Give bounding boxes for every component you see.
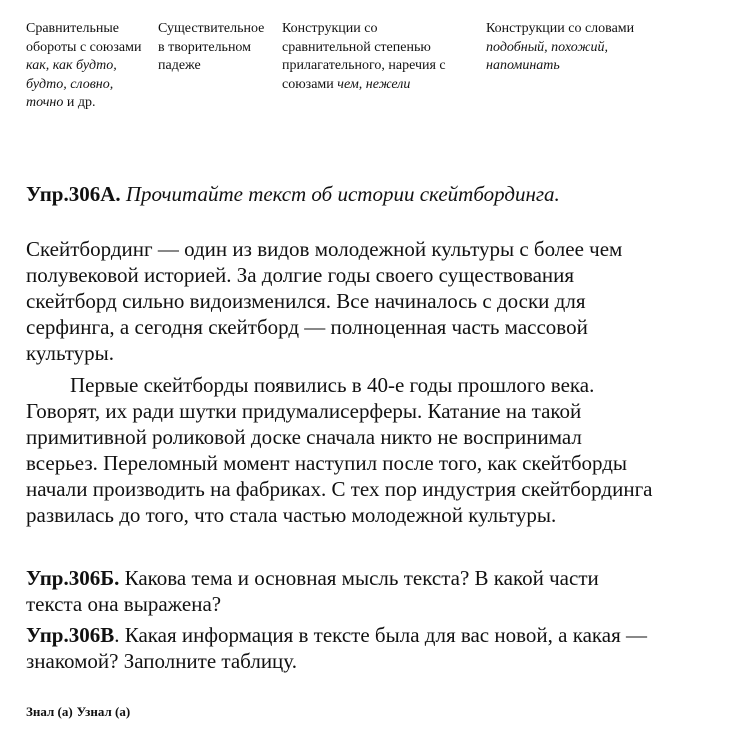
table-col-similarity-words [486, 20, 666, 76]
p1-line: серфинга, а сегодня скейтборд — полноценная часть массовой [26, 315, 588, 339]
col4-line4: напоминать [486, 58, 560, 73]
p2-line: примитивной роликовой доске сначала никто не воспринимал [26, 425, 582, 449]
col1-line5-italic: точно [26, 95, 64, 110]
col4-line2: со словами [568, 21, 635, 36]
col3-line4-plain: союзами [282, 76, 338, 92]
knowledge-table-header [26, 704, 130, 720]
exercise-306v-text1: . Какая информация в тексте была для вас новой, а какая — [114, 623, 648, 647]
exercise-306v [26, 622, 736, 674]
exercise-306b-line2: текста она выражена? [26, 592, 222, 616]
p2-line-first-text: Первые скейтборды появились в 40-е годы прошлого века. [70, 373, 595, 397]
text-paragraph-1 [26, 236, 736, 366]
p2-line [26, 372, 736, 398]
col3-line4-italic: чем, нежели [337, 76, 411, 92]
p1-line: скейтборд сильно видоизменился. Все начиналось с доски для [26, 289, 586, 313]
exercise-306b [26, 565, 736, 617]
col1-line5-tail: и др. [63, 95, 96, 110]
col3-line4 [282, 77, 410, 92]
exercise-306v-line1 [26, 622, 736, 648]
col1-line1: Сравнительные [26, 21, 119, 36]
col3-line1: Конструкции со [282, 21, 378, 36]
knew-column-header: Знал (а) [26, 704, 73, 719]
table-col-instrumental-noun [158, 20, 282, 76]
col1-line5 [26, 95, 96, 110]
col2-line2: в творительном [158, 39, 252, 55]
col1-line4: будто, словно, [26, 76, 114, 92]
exercise-306b-line1 [26, 565, 736, 591]
p2-line: развилась до того, что стала частью молодежной культуры. [26, 503, 557, 527]
col2-line1: Существительное [158, 21, 265, 36]
exercise-306a-heading [26, 180, 560, 208]
exercise-306b-label: Упр.306Б. [26, 566, 120, 590]
exercise-306a-instruction: Прочитайте текст об истории скейтбординга. [120, 182, 560, 206]
col1-line3: как, как будто, [26, 58, 117, 73]
exercise-306b-text1: Какова тема и основная мысль текста? В какой части [119, 566, 599, 590]
p2-line: всерьез. Переломный момент наступил после того, как скейтборды [26, 451, 628, 475]
col4-line1: Конструкции [486, 21, 565, 36]
p1-line: Скейтбординг — один из видов молодежной культуры с более чем [26, 237, 623, 261]
p2-line: начали производить на фабриках. С тех пор индустрия скейтбординга [26, 477, 653, 501]
p1-line: полувековой историей. За долгие годы своего существования [26, 263, 575, 287]
col2-line3: падеже [158, 58, 201, 73]
text-paragraph-2 [26, 372, 736, 528]
exercise-306v-line2: знакомой? Заполните таблицу. [26, 649, 297, 673]
learned-column-header: Узнал (а) [76, 704, 131, 719]
table-col-comparative-degree [282, 20, 482, 94]
comparison-table-header [26, 20, 726, 120]
col1-line2: обороты с союзами [26, 39, 142, 55]
table-col-comparative-phrases [26, 20, 158, 113]
col3-line3: прилагательного, наречия с [282, 58, 446, 73]
exercise-306a-label: Упр.306А. [26, 182, 121, 206]
col4-line3: подобный, похожий, [486, 39, 608, 55]
p2-line: Говорят, их ради шутки придумалисерферы. Катание на такой [26, 399, 582, 423]
p1-line: культуры. [26, 341, 114, 365]
exercise-306v-label: Упр.306В [26, 623, 115, 647]
col3-line2: сравнительной степенью [282, 39, 431, 55]
